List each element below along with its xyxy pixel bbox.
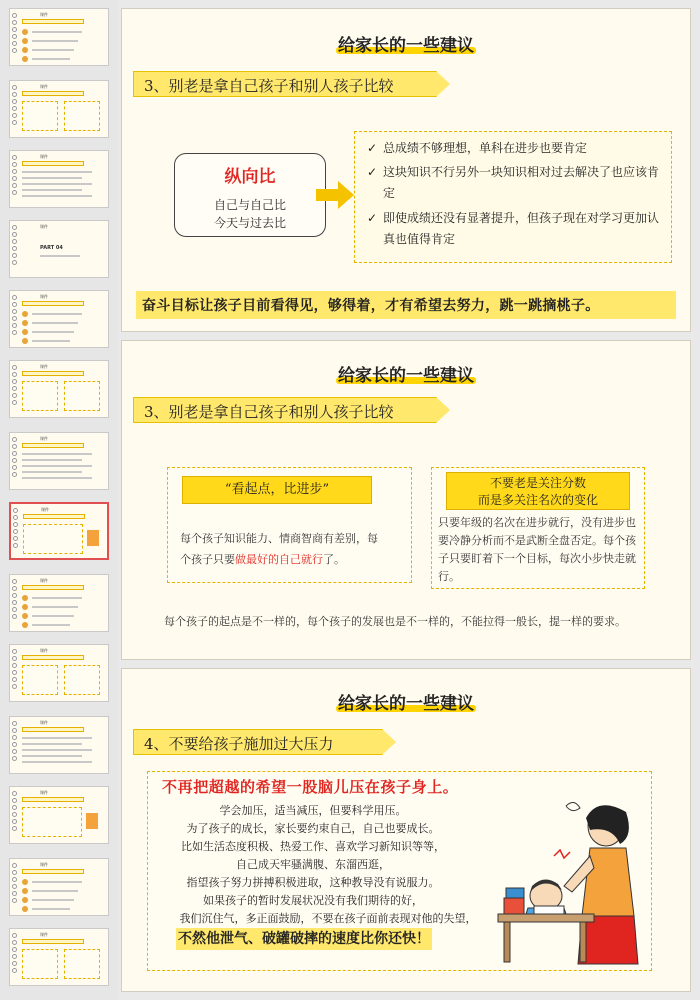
binder-rings <box>12 791 18 833</box>
thumbnail-title: 课件 <box>40 720 48 725</box>
section-heading <box>133 729 383 755</box>
slide-1[interactable] <box>121 8 691 332</box>
thumbnail-title: 课件 <box>40 790 48 795</box>
parent-scolding-child-illustration <box>494 796 644 968</box>
slide-thumbnail[interactable] <box>9 716 109 774</box>
start-point-highlight: 做最好的自己就行 <box>235 553 323 566</box>
pressure-advice-heading: 不再把超越的希望一股脑儿压在孩子身上。 <box>162 778 459 796</box>
binder-rings <box>12 933 18 975</box>
checklist-item <box>367 162 667 204</box>
checklist-item-text: 这块知识不行另外一块知识相对过去解决了也应该肯定 <box>383 165 660 200</box>
checklist-box <box>354 131 672 263</box>
slide-title: 给家长的一些建议 <box>338 36 474 56</box>
advice-line: 如果孩子的暂时发展状况没有我们期待的好， <box>203 894 423 907</box>
thumbnail-title: 课件 <box>40 12 48 17</box>
slide-2[interactable] <box>121 340 691 660</box>
thumbnail-title: 课件 <box>40 294 48 299</box>
vertical-compare-title: 纵向比 <box>224 167 276 187</box>
section-heading <box>133 397 437 423</box>
thumbnail-title: 课件 <box>40 436 48 441</box>
start-point-text-part: 每个孩子知识能力、情商智商有差别，每个孩子只要 <box>180 532 378 566</box>
slide-thumbnail[interactable] <box>9 432 109 490</box>
binder-rings <box>12 649 18 691</box>
start-point-text <box>180 528 380 570</box>
ranking-heading-line: 不要老是关注分数 <box>489 476 586 490</box>
slide-title: 给家长的一些建议 <box>338 694 474 714</box>
start-point-heading: “看起点，比进步” <box>182 476 372 504</box>
advice-line: 比如生活态度积极、热爱工作、喜欢学习新知识等等， <box>181 840 445 853</box>
advice-line: 为了孩子的成长，家长要约束自己，自己也要成长。 <box>186 822 440 835</box>
thumbnail-title: 课件 <box>40 862 48 867</box>
binder-rings <box>12 13 18 55</box>
section-heading <box>133 71 437 97</box>
vertical-compare-box <box>174 153 326 237</box>
binder-rings <box>12 225 18 267</box>
slide-thumbnail[interactable] <box>9 574 109 632</box>
binder-rings <box>12 579 18 621</box>
checklist-item-text: 即使成绩还没有显著提升，但孩子现在对学习更加认真也值得肯定 <box>383 211 660 246</box>
slide-thumbnail[interactable] <box>9 220 109 278</box>
checklist-item <box>367 208 667 250</box>
section-heading-text: 3、别老是拿自己孩子和别人孩子比较 <box>144 77 394 95</box>
slide-title: 给家长的一些建议 <box>338 366 474 386</box>
ranking-text: 只要年级的名次在进步就行，没有进步也要冷静分析而不是武断全盘否定。每个孩子只要盯着下一个目标，每次小步快走就行。 <box>438 516 636 583</box>
checklist-item <box>367 138 667 159</box>
advice-line: 学会加压，适当减压，但要科学用压。 <box>219 804 407 817</box>
ranking-heading <box>446 472 630 510</box>
thumbnail-title: 课件 <box>40 84 48 89</box>
start-point-box <box>167 467 412 583</box>
motto-text: 奋斗目标让孩子目前看得见，够得着，才有希望去努力，跳一跳摘桃子。 <box>142 298 600 314</box>
binder-rings <box>12 365 18 407</box>
vertical-compare-line: 今天与过去比 <box>213 216 286 230</box>
warning-highlight: 不然他泄气、破罐破摔的速度比你还快！ <box>176 928 432 950</box>
thumbnail-part-label: PART 04 <box>40 245 63 251</box>
slide-3[interactable] <box>121 668 691 992</box>
slide-thumbnail[interactable] <box>9 928 109 986</box>
checklist-item-text: 总成绩不够理想，单科在进步也要肯定 <box>383 141 588 155</box>
binder-rings <box>12 437 18 479</box>
thumbnail-title: 课件 <box>40 578 48 583</box>
slide-thumbnail[interactable] <box>9 80 109 138</box>
check-icon: ✓ <box>367 211 378 225</box>
thumbnail-title: 课件 <box>40 648 48 653</box>
thumbnail-title: 课件 <box>40 932 48 937</box>
advice-line: 指望孩子努力拼搏积极进取，这种教导没有说服力。 <box>186 876 440 889</box>
slide-thumbnail[interactable] <box>9 290 109 348</box>
slide-thumbnail[interactable] <box>9 8 109 66</box>
thumbnail-title: 课件 <box>40 224 48 229</box>
advice-line: 自己成天牢骚满腹、东溜西逛， <box>236 858 390 871</box>
slide-thumbnail[interactable] <box>9 150 109 208</box>
slide-thumbnail-panel <box>0 0 118 1000</box>
ranking-heading-line: 而是多关注名次的变化 <box>477 493 598 507</box>
binder-rings <box>12 863 18 905</box>
right-arrow-icon <box>316 181 356 209</box>
section-heading-text: 3、别老是拿自己孩子和别人孩子比较 <box>144 403 394 421</box>
thumbnail-title: 课件 <box>41 507 49 512</box>
start-point-text-part: 了。 <box>323 553 345 566</box>
summary-text: 每个孩子的起点是不一样的，每个孩子的发展也是不一样的，不能拉得一般长，提一样的要求。 <box>164 615 626 628</box>
check-icon: ✓ <box>367 141 378 155</box>
section-heading-text: 4、不要给孩子施加过大压力 <box>144 735 334 753</box>
pressure-advice-box <box>147 771 652 971</box>
binder-rings <box>12 85 18 127</box>
slide-thumbnail[interactable] <box>9 858 109 916</box>
thumbnail-title: 课件 <box>40 154 48 159</box>
check-icon: ✓ <box>367 165 378 179</box>
slide-thumbnail[interactable] <box>9 360 109 418</box>
slide-thumbnail[interactable] <box>9 502 109 560</box>
binder-rings <box>13 508 19 550</box>
slide-thumbnail[interactable] <box>9 644 109 702</box>
binder-rings <box>12 155 18 197</box>
thumbnail-title: 课件 <box>40 364 48 369</box>
ranking-box <box>431 467 645 589</box>
binder-rings <box>12 721 18 763</box>
advice-line: 我们沉住气，多正面鼓励，不要在孩子面前表现对他的失望， <box>179 912 477 925</box>
motto-banner <box>136 291 676 319</box>
vertical-compare-line: 自己与自己比 <box>213 198 286 212</box>
binder-rings <box>12 295 18 337</box>
slide-thumbnail[interactable] <box>9 786 109 844</box>
